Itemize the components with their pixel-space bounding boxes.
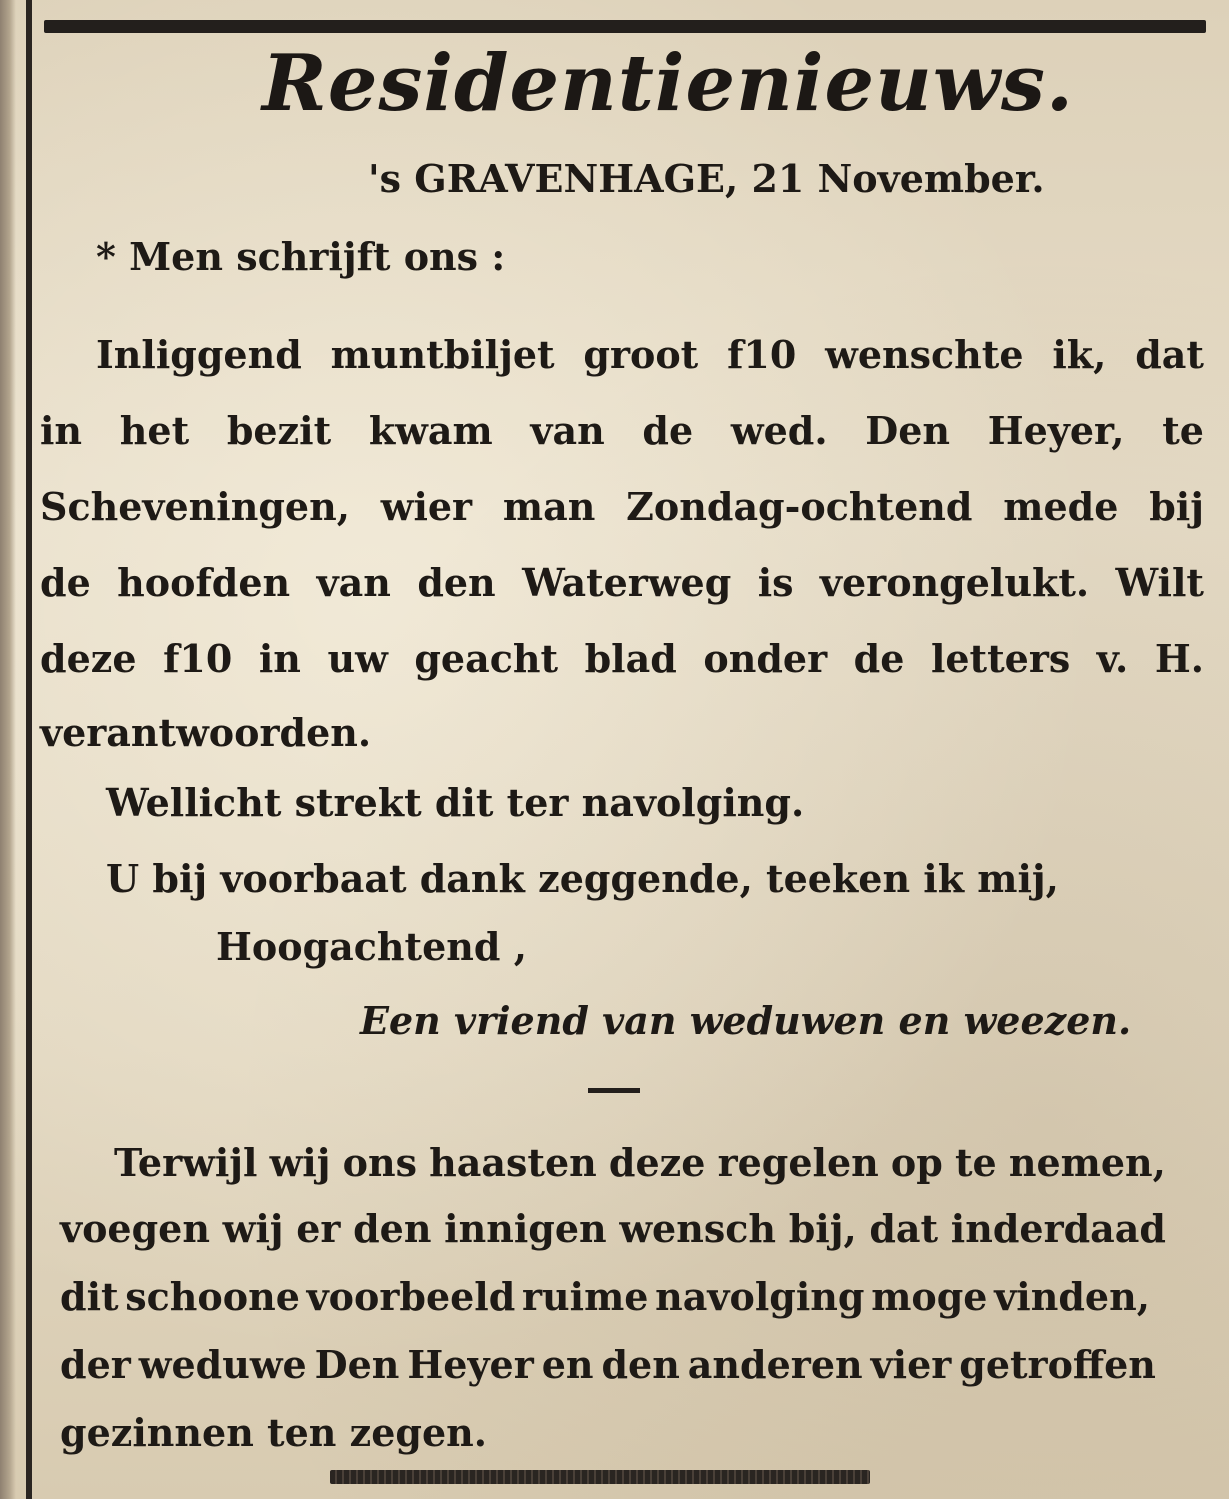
- word: H.: [1154, 636, 1204, 681]
- word: nemen,: [1008, 1140, 1166, 1185]
- word: anderen: [687, 1342, 863, 1387]
- word: Scheveningen,: [40, 484, 350, 529]
- editor-line: [60, 1334, 1156, 1396]
- word: ruime: [522, 1274, 649, 1319]
- word: man: [502, 484, 596, 529]
- thanks-line: U bij voorbaat dank zeggende, teeken ik mij,: [106, 856, 1059, 901]
- word: mede: [1003, 484, 1119, 529]
- word: Wilt: [1115, 560, 1204, 605]
- word: innigen: [444, 1206, 607, 1251]
- word: groot: [583, 332, 699, 377]
- page-edge-shadow: [0, 0, 16, 1499]
- word: wier: [380, 484, 473, 529]
- dateline: 's GRAVENHAGE, 21 November.: [368, 156, 1045, 201]
- column-rule: [26, 0, 32, 1499]
- top-rule: [44, 20, 1206, 33]
- word: Den: [865, 408, 951, 453]
- letter-line: verantwoorden.: [40, 710, 372, 755]
- word: blad: [584, 636, 677, 681]
- word: ons: [342, 1140, 418, 1185]
- word: de: [642, 408, 694, 453]
- word: weduwe: [138, 1342, 307, 1387]
- article-title: Residentienieuws.: [262, 38, 1075, 129]
- word: Heyer: [407, 1342, 534, 1387]
- word: voorbeeld: [306, 1274, 516, 1319]
- word: het: [119, 408, 190, 453]
- word: bij: [1149, 484, 1204, 529]
- word: wenschte: [825, 332, 1024, 377]
- word: onder: [703, 636, 828, 681]
- editor-line: [60, 1266, 1150, 1328]
- word: op: [890, 1140, 943, 1185]
- word: ik,: [1052, 332, 1107, 377]
- word: van: [530, 408, 605, 453]
- word: Terwijl: [114, 1140, 258, 1185]
- word: te: [954, 1140, 997, 1185]
- word: dat: [869, 1206, 939, 1251]
- word: v.: [1096, 636, 1129, 681]
- word: Heyer,: [987, 408, 1125, 453]
- letter-line: [96, 324, 1204, 386]
- word: regelen: [717, 1140, 879, 1185]
- word: hoofden: [117, 560, 291, 605]
- letter-line: [40, 628, 1204, 690]
- word: Den: [314, 1342, 400, 1387]
- word: navolging: [655, 1274, 865, 1319]
- editor-line: [114, 1132, 1166, 1194]
- word: in: [258, 636, 301, 681]
- bottom-rule: [330, 1470, 870, 1484]
- word: inderdaad: [950, 1206, 1166, 1251]
- word: deze: [608, 1140, 706, 1185]
- word: Inliggend: [96, 332, 302, 377]
- letter-line: [40, 476, 1204, 538]
- follow-line: Wellicht strekt dit ter navolging.: [106, 780, 805, 825]
- editor-line: [60, 1198, 1166, 1260]
- word: Zondag-ochtend: [626, 484, 973, 529]
- word: wensch: [619, 1206, 777, 1251]
- word: dat: [1135, 332, 1204, 377]
- word: bezit: [226, 408, 332, 453]
- word: voegen: [60, 1206, 210, 1251]
- word: deze: [40, 636, 137, 681]
- word: van: [316, 560, 391, 605]
- word: kwam: [368, 408, 493, 453]
- word: den: [417, 560, 496, 605]
- word: en: [541, 1342, 594, 1387]
- word: getroffen: [959, 1342, 1156, 1387]
- word: geacht: [414, 636, 559, 681]
- word: den: [601, 1342, 680, 1387]
- word: vier: [870, 1342, 952, 1387]
- word: f10: [163, 636, 233, 681]
- word: wij: [222, 1206, 284, 1251]
- word: er: [296, 1206, 341, 1251]
- word: wed.: [730, 408, 828, 453]
- word: den: [353, 1206, 432, 1251]
- letter-line: [40, 400, 1204, 462]
- word: verongelukt.: [819, 560, 1090, 605]
- word: der: [60, 1342, 131, 1387]
- word: de: [853, 636, 905, 681]
- word: vinden,: [994, 1274, 1150, 1319]
- signature: Een vriend van weduwen en weezen.: [360, 998, 1132, 1043]
- word: is: [757, 560, 794, 605]
- editor-line: gezinnen ten zegen.: [60, 1410, 487, 1455]
- word: schoone: [125, 1274, 300, 1319]
- word: muntbiljet: [330, 332, 555, 377]
- word: moge: [871, 1274, 988, 1319]
- word: Waterweg: [522, 560, 732, 605]
- word: letters: [930, 636, 1071, 681]
- word: f10: [727, 332, 797, 377]
- salutation: Hoogachtend ,: [216, 924, 527, 969]
- word: dit: [60, 1274, 119, 1319]
- word: in: [40, 408, 83, 453]
- letter-line: [40, 552, 1204, 614]
- section-divider: [588, 1088, 640, 1093]
- word: uw: [327, 636, 388, 681]
- word: haasten: [429, 1140, 597, 1185]
- word: bij,: [788, 1206, 857, 1251]
- word: de: [40, 560, 91, 605]
- word: wij: [269, 1140, 331, 1185]
- word: te: [1162, 408, 1204, 453]
- intro-line: * Men schrijft ons :: [96, 234, 506, 279]
